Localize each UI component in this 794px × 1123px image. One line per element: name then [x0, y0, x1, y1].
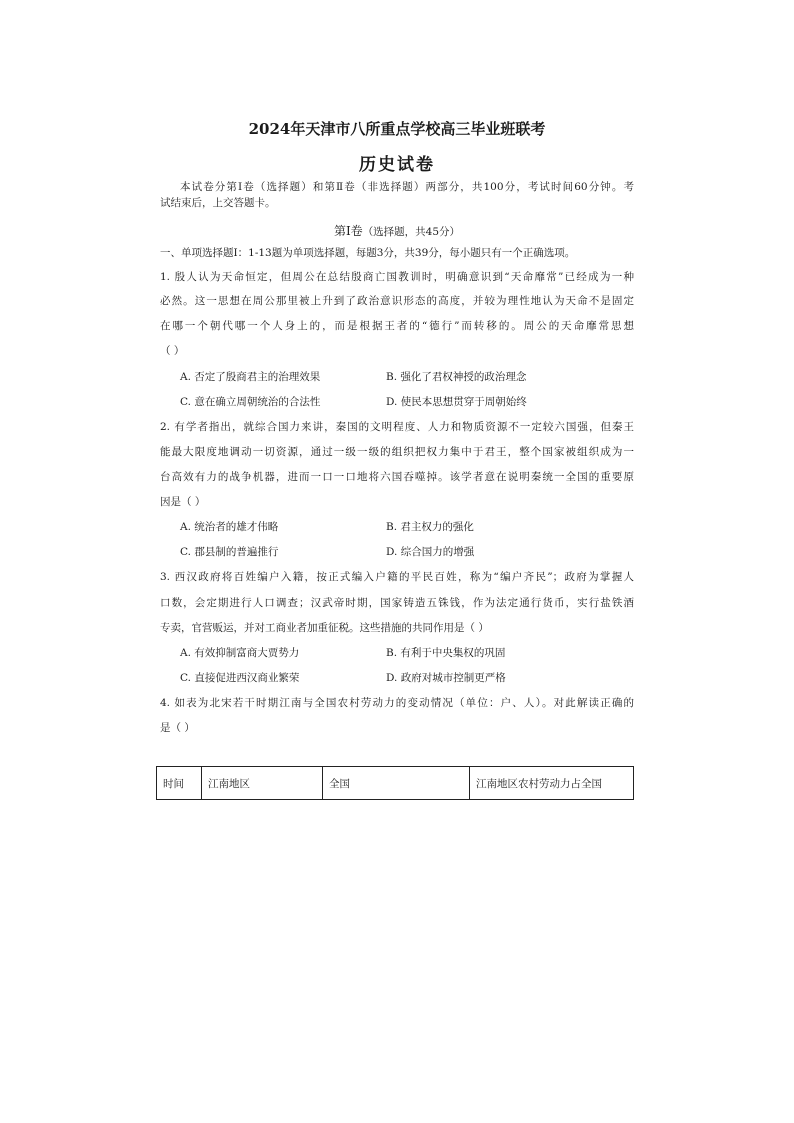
q1-line-2: 必然。这一思想在周公那里被上升到了政治意识形态的高度，并较为理性地认为天命不是固定 [160, 295, 634, 307]
q3-line-1: 3. 西汉政府将百姓编户入籍，按正式编入户籍的平民百姓，称为“编户齐民”；政府为掌握人 [160, 571, 634, 583]
q3-line-3: 专卖，官营贩运，并对工商业者加重征税。这些措施的共同作用是（ ） [160, 622, 489, 634]
q2-option-d: D. 综合国力的增强 [386, 546, 475, 558]
q3-option-c: C. 直接促进西汉商业繁荣 [180, 672, 300, 684]
q2-option-c: C. 郡县制的普遍推行 [180, 546, 279, 558]
q1-line-3: 在哪一个朝代哪一个人身上的，而是根据王者的“德行”而转移的。周公的天命靡常思想 [160, 320, 634, 332]
q2-line-1: 2. 有学者指出，就综合国力来讲，秦国的文明程度、人力和物质资源不一定较六国强，但秦王 [160, 421, 634, 433]
q4-line-2: 是（ ） [160, 722, 195, 734]
q2-option-a: A. 统治者的雄才伟略 [180, 521, 279, 533]
exam-title: 2024年天津市八所重点学校高三毕业班联考 [248, 120, 546, 138]
instructions: 一、单项选择题Ⅰ：1-13题为单项选择题，每题3分，共39分，每小题只有一个正确选项。 [160, 247, 576, 259]
section-subtitle: （选择题，共45分） [362, 226, 461, 238]
intro-line-1: 本试卷分第Ⅰ卷（选择题）和第Ⅱ卷（非选择题）两部分，共100分，考试时间60分钟。考 [180, 181, 634, 193]
labor-table [156, 766, 634, 800]
table-header-cell: 时间 [157, 767, 202, 800]
section-heading [0, 222, 794, 239]
q3-line-2: 口数，会定期进行人口调查；汉武帝时期，国家铸造五铢钱，作为法定通行货币，实行盐铁酒 [160, 597, 634, 609]
q1-option-d: D. 使民本思想贯穿于周朝始终 [386, 396, 527, 408]
subject-title: 历史试卷 [359, 155, 435, 175]
table-header-cell: 江南地区农村劳动力占全国 [470, 767, 634, 800]
intro-line-2: 试结束后，上交答题卡。 [160, 197, 276, 209]
q2-line-3: 台高效有力的战争机器，进而一口一口地将六国吞噬掉。该学者意在说明秦统一全国的重要原 [160, 471, 634, 483]
q1-option-a: A. 否定了殷商君主的治理效果 [180, 371, 321, 383]
q4-line-1: 4. 如表为北宋若干时期江南与全国农村劳动力的变动情况（单位：户、人）。对此解读正确的 [160, 697, 634, 709]
q3-option-a: A. 有效抑制富商大贾势力 [180, 647, 300, 659]
table-header-cell: 江南地区 [202, 767, 323, 800]
q2-line-2: 能最大限度地调动一切资源，通过一级一级的组织把权力集中于君王，整个国家被组织成为一 [160, 446, 634, 458]
section-title: 第Ⅰ卷 [333, 224, 363, 238]
q3-option-d: D. 政府对城市控制更严格 [386, 672, 506, 684]
q2-line-4: 因是（ ） [160, 496, 206, 508]
q1-option-b: B. 强化了君权神授的政治理念 [386, 371, 527, 383]
q1-option-c: C. 意在确立周朝统治的合法性 [180, 396, 321, 408]
q3-option-b: B. 有利于中央集权的巩固 [386, 647, 506, 659]
q1-line-4: （ ） [160, 345, 185, 357]
table-header-cell: 全国 [323, 767, 470, 800]
q1-line-1: 1. 殷人认为天命恒定，但周公在总结殷商亡国教训时，明确意识到“天命靡常”已经成为一种 [160, 271, 634, 283]
table-header-row [157, 767, 634, 800]
q2-option-b: B. 君主权力的强化 [386, 521, 474, 533]
